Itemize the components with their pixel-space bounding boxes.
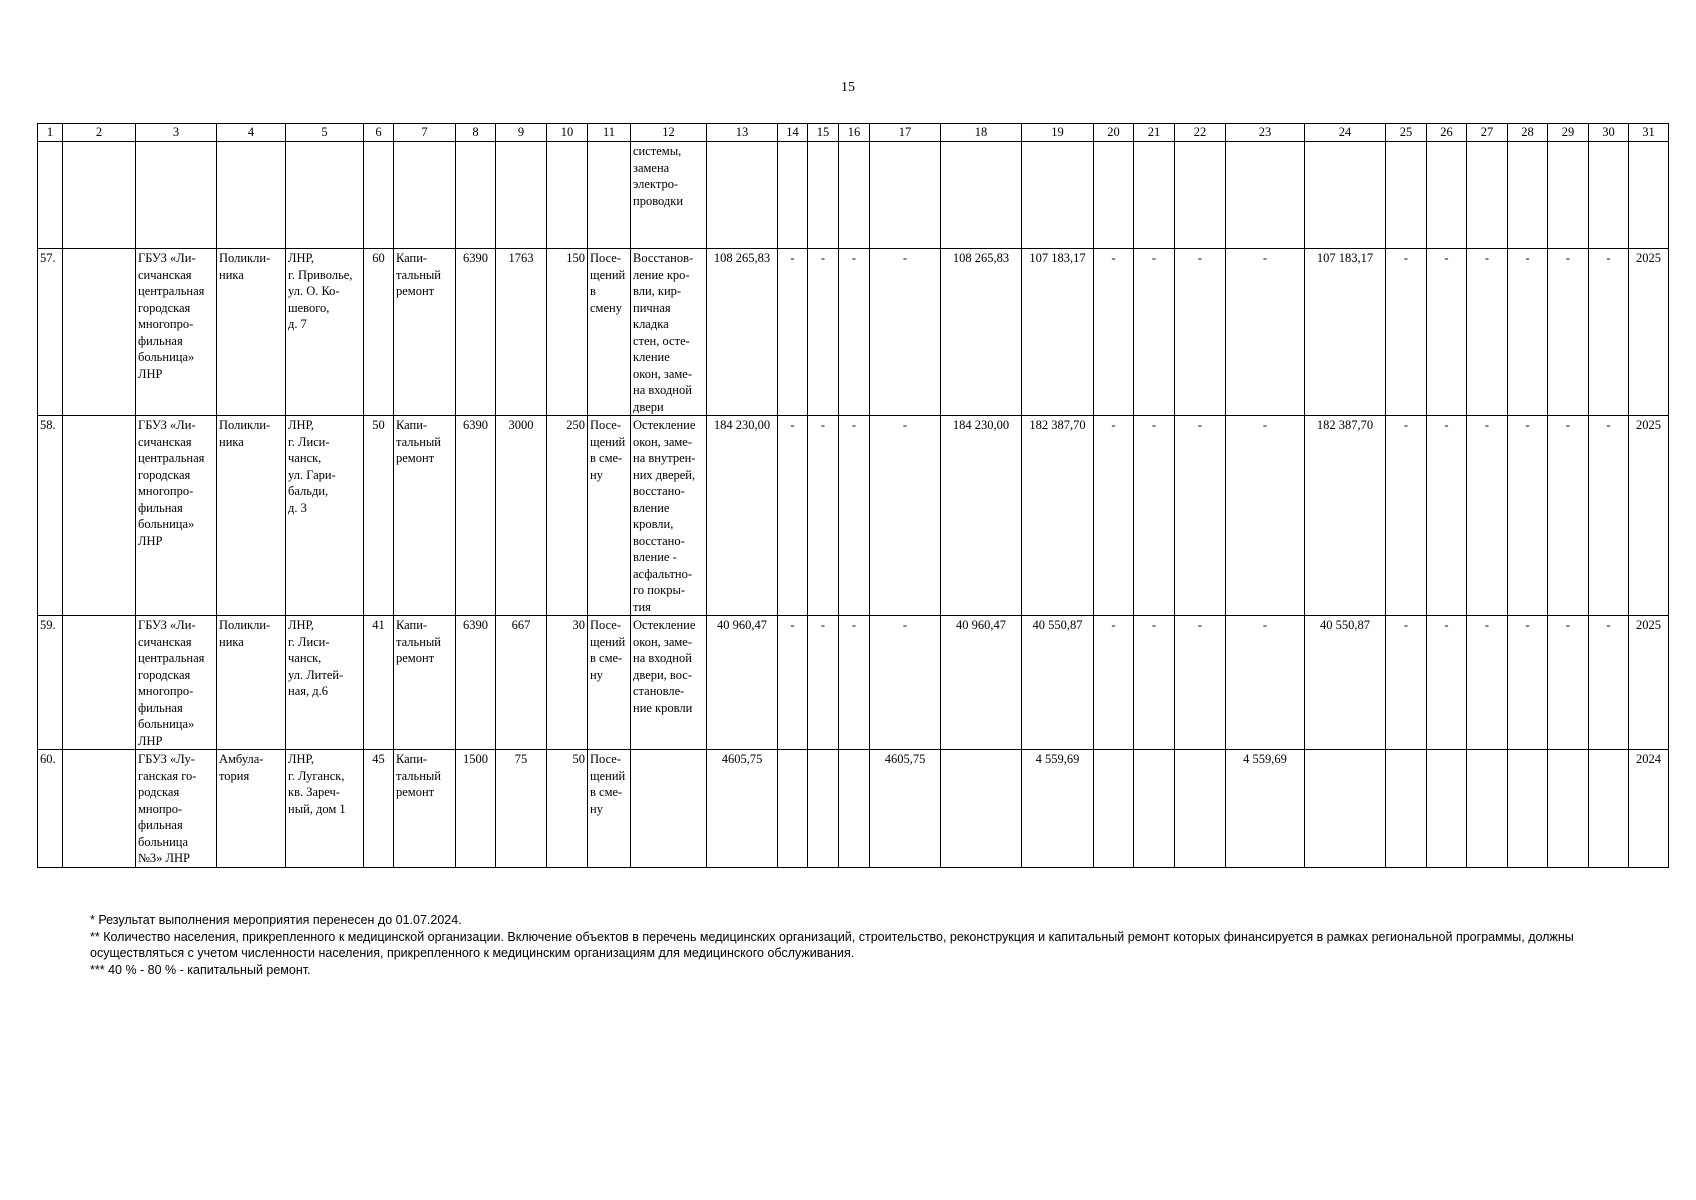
table-cell: - [1548,416,1589,616]
table-cell: Амбула- тория [217,750,286,868]
table-cell: Посе- щений в сме- ну [588,616,631,750]
table-cell [588,142,631,249]
table-cell: Поликли- ника [217,616,286,750]
table-cell: 6390 [456,616,496,750]
table-cell [870,142,941,249]
table-cell: 4 559,69 [1022,750,1094,868]
table-cell: - [778,416,808,616]
footnote: ** Количество населения, прикрепленного к медицинской организации. Включение объектов в перечень медицинских организаций, строительство, реконструкция и капитальный ремонт которых финансируется в рамках региональной программы, должны осуществляться с учетом численности населения, прикрепленного к медицинским организациям для медицинского обслуживания. [90,929,1574,960]
table-cell: - [1134,616,1175,750]
table-cell: 2024 [1629,750,1669,868]
table-cell: - [1134,416,1175,616]
table-cell: - [808,249,839,416]
table-cell [1427,142,1467,249]
table-cell: - [1589,416,1629,616]
table-cell: 150 [547,249,588,416]
table-cell [38,142,63,249]
table-cell: 182 387,70 [1022,416,1094,616]
table-cell: - [1386,249,1427,416]
table-cell [1134,142,1175,249]
table-cell: - [808,616,839,750]
table-cell: - [870,416,941,616]
header-cell: 18 [941,124,1022,142]
header-cell: 2 [63,124,136,142]
table-cell: 2025 [1629,616,1669,750]
table-cell [1548,750,1589,868]
table-cell [63,142,136,249]
table-cell: - [1094,416,1134,616]
header-cell: 5 [286,124,364,142]
header-cell: 1 [38,124,63,142]
header-cell: 29 [1548,124,1589,142]
page-number: 15 [841,80,855,95]
table-cell: - [1427,616,1467,750]
header-cell: 27 [1467,124,1508,142]
table-cell: 60 [364,249,394,416]
table-cell [1022,142,1094,249]
table-cell: - [1226,416,1305,616]
table-cell: 4605,75 [707,750,778,868]
table-cell [1548,142,1589,249]
header-cell: 30 [1589,124,1629,142]
table-row [38,416,1669,616]
table-cell: - [808,416,839,616]
table-cell [63,750,136,868]
table-cell: - [839,616,870,750]
table-cell [1386,750,1427,868]
table-cell: Капи- тальный ремонт [394,616,456,750]
table-cell [1508,142,1548,249]
table-cell: 4 559,69 [1226,750,1305,868]
table-cell [1094,750,1134,868]
table-cell: 50 [364,416,394,616]
table-cell [1175,142,1226,249]
table-cell: - [1386,416,1427,616]
table-cell: Поликли- ника [217,416,286,616]
header-cell: 23 [1226,124,1305,142]
table-cell: - [1589,249,1629,416]
table-cell: 30 [547,616,588,750]
register-table [37,123,1669,868]
table-cell: Капи- тальный ремонт [394,249,456,416]
table-cell: - [1548,249,1589,416]
table-cell [839,142,870,249]
table-cell: 2025 [1629,416,1669,616]
table-cell: 58. [38,416,63,616]
table-cell: 57. [38,249,63,416]
table-cell [1226,142,1305,249]
table-cell: - [1427,249,1467,416]
table-cell [778,750,808,868]
table-cell: 75 [496,750,547,868]
table-row [38,249,1669,416]
table-cell [1305,750,1386,868]
table-cell [1305,142,1386,249]
header-cell: 22 [1175,124,1226,142]
table-cell [1629,142,1669,249]
table-cell [1467,142,1508,249]
table-cell: Восстанов- ление кро- вли, кир- пичная кладка стен, осте- кление окон, заме- на входной двери [631,249,707,416]
table-cell [1175,750,1226,868]
table-cell: 2025 [1629,249,1669,416]
table-cell: - [778,249,808,416]
header-cell: 26 [1427,124,1467,142]
header-cell: 6 [364,124,394,142]
table-cell: ГБУЗ «Ли- сичанская центральная городская многопро- фильная больница» ЛНР [136,416,217,616]
table-cell: 41 [364,616,394,750]
header-cell: 25 [1386,124,1427,142]
table-cell: 250 [547,416,588,616]
table-cell: 182 387,70 [1305,416,1386,616]
footnote: *** 40 % - 80 % - капитальный ремонт. [90,962,311,977]
header-cell: 3 [136,124,217,142]
table-cell: - [1094,616,1134,750]
table-cell: ЛНР, г. Лиси- чанск, ул. Литей- ная, д.6 [286,616,364,750]
table-cell: - [1467,616,1508,750]
table-cell [808,750,839,868]
table-cell: Остекление окон, заме- на входной двери, вос- становле- ние кровли [631,616,707,750]
table-cell: 50 [547,750,588,868]
header-cell: 10 [547,124,588,142]
table-cell [1427,750,1467,868]
table-cell: - [1175,249,1226,416]
table-cell: 45 [364,750,394,868]
header-cell: 15 [808,124,839,142]
table-cell [63,616,136,750]
table-cell: Посе- щений в сме- ну [588,750,631,868]
table-cell [496,142,547,249]
header-cell: 24 [1305,124,1386,142]
table-cell [1467,750,1508,868]
table-cell [707,142,778,249]
header-cell: 16 [839,124,870,142]
table-cell: ГБУЗ «Ли- сичанская центральная городская многопро- фильная больница» ЛНР [136,249,217,416]
table-cell: - [1226,616,1305,750]
table-cell: - [1226,249,1305,416]
table-cell [1589,750,1629,868]
table-cell: 108 265,83 [941,249,1022,416]
table-cell: 6390 [456,416,496,616]
header-cell: 4 [217,124,286,142]
table-cell: - [1548,616,1589,750]
table-cell [839,750,870,868]
table-cell: 107 183,17 [1305,249,1386,416]
header-cell: 31 [1629,124,1669,142]
header-cell: 13 [707,124,778,142]
header-cell: 20 [1094,124,1134,142]
table-cell: - [1094,249,1134,416]
table-cell: 40 550,87 [1305,616,1386,750]
table-cell [941,142,1022,249]
footnote: * Результат выполнения мероприятия перенесен до 01.07.2024. [90,913,462,927]
table-cell: 184 230,00 [707,416,778,616]
table-cell: Поликли- ника [217,249,286,416]
header-cell: 9 [496,124,547,142]
table-cell [941,750,1022,868]
table-row [38,750,1669,868]
table-cell: 1500 [456,750,496,868]
table-cell: - [1508,249,1548,416]
table-cell: - [1175,416,1226,616]
table-cell: ЛНР, г. Приволье, ул. О. Ко- шевого, д. 7 [286,249,364,416]
table-cell [394,142,456,249]
table-cell: ГБУЗ «Лу- ганская го- родская мнопро- фильная больница №3» ЛНР [136,750,217,868]
table-cell: 3000 [496,416,547,616]
table-cell: - [1508,616,1548,750]
table-cell: Посе- щений в смену [588,249,631,416]
table-cell: - [870,616,941,750]
table-cell: - [1467,416,1508,616]
table-cell [63,416,136,616]
table-cell: ГБУЗ «Ли- сичанская центральная городская многопро- фильная больница» ЛНР [136,616,217,750]
header-cell: 17 [870,124,941,142]
table-cell [364,142,394,249]
table-cell: 40 550,87 [1022,616,1094,750]
table-cell: 107 183,17 [1022,249,1094,416]
table-cell: 40 960,47 [707,616,778,750]
table-cell [1589,142,1629,249]
footnotes [90,912,1650,978]
header-cell: 14 [778,124,808,142]
table-cell: - [1508,416,1548,616]
table-cell [286,142,364,249]
table-cell: 4605,75 [870,750,941,868]
table-cell [217,142,286,249]
header-cell: 21 [1134,124,1175,142]
table-cell [778,142,808,249]
table-cell: - [1427,416,1467,616]
table-cell [1508,750,1548,868]
table-cell [808,142,839,249]
table-cell: - [1386,616,1427,750]
table-cell: 59. [38,616,63,750]
table-cell: Посе- щений в сме- ну [588,416,631,616]
table-cell: - [1467,249,1508,416]
column-number-row [38,124,1669,142]
table-row [38,616,1669,750]
table-cell: 108 265,83 [707,249,778,416]
table-cell: 184 230,00 [941,416,1022,616]
table-cell [631,750,707,868]
table-cell: 6390 [456,249,496,416]
table-cell: - [870,249,941,416]
table-cell [456,142,496,249]
table-cell [1386,142,1427,249]
table-cell: - [839,416,870,616]
work-description-cell: системы, замена электро- проводки [631,142,707,249]
header-cell: 11 [588,124,631,142]
table-cell: Остекление окон, заме- на внутрен- них дверей, восстано- вление кровли, восстано- вление - асфальтно- го покры- тия [631,416,707,616]
header-cell: 7 [394,124,456,142]
table-cell [547,142,588,249]
header-cell: 19 [1022,124,1094,142]
table-cell: - [778,616,808,750]
table-cell: - [1589,616,1629,750]
table-cell: 667 [496,616,547,750]
header-cell: 8 [456,124,496,142]
table-cell: - [839,249,870,416]
table-cell: 1763 [496,249,547,416]
header-cell: 12 [631,124,707,142]
table-cell: 40 960,47 [941,616,1022,750]
header-cell: 28 [1508,124,1548,142]
table-cell: Капи- тальный ремонт [394,750,456,868]
table-cell: - [1134,249,1175,416]
table-cell: Капи- тальный ремонт [394,416,456,616]
table-cell: 60. [38,750,63,868]
table-cell [1134,750,1175,868]
table-cell: - [1175,616,1226,750]
continuation-row [38,142,1669,249]
table-cell: ЛНР, г. Лиси- чанск, ул. Гари- бальди, д. 3 [286,416,364,616]
table-cell [1094,142,1134,249]
table-cell: ЛНР, г. Луганск, кв. Зареч- ный, дом 1 [286,750,364,868]
table-cell [63,249,136,416]
table-cell [136,142,217,249]
